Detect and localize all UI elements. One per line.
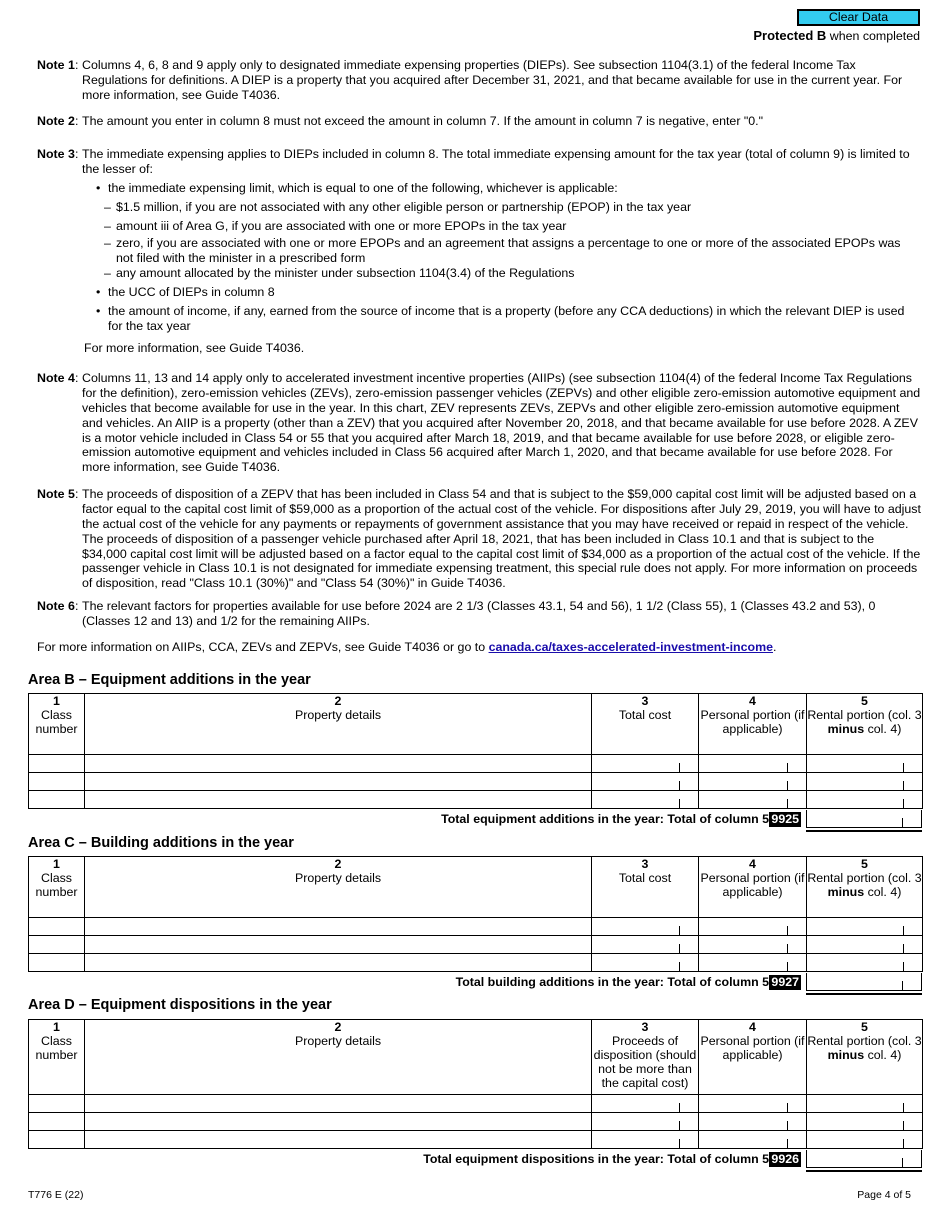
rental-portion-cell[interactable] [807, 1095, 923, 1113]
col-header-2: 2 Property details [85, 857, 592, 918]
area-c-total-field[interactable] [806, 973, 922, 991]
table-row [29, 1131, 923, 1149]
property-details-cell[interactable] [85, 1113, 592, 1131]
property-details-cell[interactable] [85, 755, 592, 773]
personal-portion-cell[interactable] [699, 918, 807, 936]
area-d-total-field[interactable] [806, 1150, 922, 1168]
col-header-4: 4 Personal portion (if applicable) [699, 694, 807, 755]
note-text: The proceeds of disposition of a ZEPV that has been included in Class 54 and that is subject to the $59,000 capital cost limit will be adjusted based on a factor equal to the capital cost limit of $59,000 as a proportion of the actual cost of the vehicle. For dispositions after July 29, 2019, you will have to adjust the actual cost of the vehicle for any payments or repayments of government assistance that you may have received or repaid in respect of the vehicle. The proceeds of disposition of a passenger vehicle purchased after April 18, 2021, that has been included in Class 10.1 and that is subject to the $34,000 capital cost limit will be adjusted based on a factor equal to the capital cost limit of $34,000 as a proportion of the actual cost of the vehicle. If the passenger vehicle in Class 10.1 is not designated for immediate expensing treatment, this special rule does not apply. For more information on proceeds of disposition, read "Class 10.1 (30%)" and "Class 54 (30%)" in Guide T4036. [82, 487, 921, 591]
bullet-text: zero, if you are associated with one or more EPOPs and an agreement that assigns a percentage to one or more of the associated EPOPs was not filed with the minister in a prescribed form [116, 236, 901, 265]
area-b-title: Area B – Equipment additions in the year [28, 672, 311, 688]
class-number-cell[interactable] [29, 791, 85, 809]
rental-portion-cell[interactable] [807, 791, 923, 809]
col-header-3: 3 Proceeds of disposition (should not be more than the capital cost) [592, 1020, 699, 1095]
col-header-2: 2 Property details [85, 694, 592, 755]
personal-portion-cell[interactable] [699, 1131, 807, 1149]
area-d-title: Area D – Equipment dispositions in the year [28, 997, 332, 1013]
rental-portion-cell[interactable] [807, 1113, 923, 1131]
area-b-table [28, 693, 923, 809]
note-label: Note 4 [37, 371, 75, 385]
total-cost-cell[interactable] [592, 936, 699, 954]
class-number-cell[interactable] [29, 1131, 85, 1149]
area-b-total-row [28, 810, 922, 830]
col-header-4: 4 Personal portion (if applicable) [699, 857, 807, 918]
property-details-cell[interactable] [85, 791, 592, 809]
class-number-cell[interactable] [29, 936, 85, 954]
line-code: 9926 [771, 1152, 799, 1166]
note3-more-info: For more information, see Guide T4036. [84, 341, 305, 355]
area-d-total-row [28, 1150, 922, 1170]
class-number-cell[interactable] [29, 1113, 85, 1131]
class-number-cell[interactable] [29, 755, 85, 773]
col-header-5: 5 Rental portion (col. 3 minus col. 4) [807, 1020, 923, 1095]
note-text: The amount you enter in column 8 must not exceed the amount in column 7. If the amount in column 7 is negative, enter "0." [82, 114, 764, 128]
more-info-line: For more information on AIIPs, CCA, ZEVs and ZEPVs, see Guide T4036 or go to canada.ca/taxes-accelerated-investment-income. [37, 640, 777, 654]
note-1: Note 1 : Columns 4, 6, 8 and 9 apply only to designated immediate expensing properties (DIEPs). See subsection 1104(3.1) of the federal Income Tax Regulations for definitions. A DIEP is a property that you acquired after December 31, 2021, and that became available for use in the current year. For more information, see Guide T4036. [37, 58, 922, 103]
note-text: Columns 4, 6, 8 and 9 apply only to designated immediate expensing properties (DIEPs). See subsection 1104(3.1) of the federal Income Tax Regulations for definitions. A DIEP is a property that you acquired after December 31, 2021, and that became available for use in the current year. For more information, see Guide T4036. [82, 58, 903, 102]
class-number-cell[interactable] [29, 1095, 85, 1113]
total-cost-cell[interactable] [592, 918, 699, 936]
rental-portion-cell[interactable] [807, 954, 923, 972]
clear-data-button[interactable]: Clear Data [797, 9, 920, 26]
col-header-2: 2 Property details [85, 1020, 592, 1095]
area-c-title: Area C – Building additions in the year [28, 835, 294, 851]
total-cost-cell[interactable] [592, 755, 699, 773]
personal-portion-cell[interactable] [699, 1113, 807, 1131]
col-header-3: 3 Total cost [592, 694, 699, 755]
property-details-cell[interactable] [85, 936, 592, 954]
total-cost-cell[interactable] [592, 954, 699, 972]
total-label: Total equipment dispositions in the year: Total of column 5 [423, 1152, 769, 1166]
rental-portion-cell[interactable] [807, 936, 923, 954]
total-cost-cell[interactable] [592, 791, 699, 809]
area-b-total-field[interactable] [806, 810, 922, 828]
bullet-text: the immediate expensing limit, which is equal to one of the following, whichever is applicable: [108, 181, 618, 195]
total-cost-cell[interactable] [592, 773, 699, 791]
property-details-cell[interactable] [85, 954, 592, 972]
protected-b-text: Protected B [753, 28, 827, 43]
rental-portion-cell[interactable] [807, 918, 923, 936]
line-code: 9927 [771, 975, 799, 989]
personal-portion-cell[interactable] [699, 1095, 807, 1113]
table-row [29, 1095, 923, 1113]
page-number: Page 4 of 5 [857, 1189, 911, 1201]
note-text: Columns 11, 13 and 14 apply only to accelerated investment incentive properties (AIIPs) (see subsection 1104(4) of the federal Income Tax Regulations for the definition), zero-emission vehicles (ZEVs), zero-emission passenger vehicles (ZEPVs) and other eligible zero-emission automotive equipment and vehicles that become available for use in the year. In this chart, ZEV represents ZEVs, ZEPVs and other eligible zero-emission automotive equipment and vehicles. An AIIP is a property (other than a ZEV) that you acquired after November 20, 2018, and that became available for use before 2028. A ZEV is a motor vehicle included in Class 54 or 55 that you acquired after March 18, 2019, and that became available for use before 2028, or eligible zero-emission automotive equipment and vehicles included in Class 56 acquired after March 1, 2020, and that became available for use before 2028. For more information, see Guide T4036. [82, 371, 921, 475]
col-header-5: 5 Rental portion (col. 3 minus col. 4) [807, 694, 923, 755]
rental-portion-cell[interactable] [807, 773, 923, 791]
property-details-cell[interactable] [85, 773, 592, 791]
personal-portion-cell[interactable] [699, 755, 807, 773]
note-2: Note 2 : The amount you enter in column 8 must not exceed the amount in column 7. If the amount in column 7 is negative, enter "0." [37, 114, 922, 129]
class-number-cell[interactable] [29, 954, 85, 972]
line-code: 9925 [771, 812, 799, 826]
form-id: T776 E (22) [28, 1189, 84, 1201]
total-label: Total equipment additions in the year: Total of column 5 [441, 812, 769, 826]
table-row [29, 773, 923, 791]
bullet-text: amount iii of Area G, if you are associated with one or more EPOPs in the tax year [116, 219, 567, 233]
area-d-table [28, 1019, 923, 1149]
col-header-1: 1 Class number [29, 857, 85, 918]
table-header-row [29, 694, 923, 755]
note-label: Note 1 [37, 58, 75, 72]
note-6: Note 6 : The relevant factors for properties available for use before 2024 are 2 1/3 (Classes 43.1, 54 and 56), 1 1/2 (Class 55), 1 (Classes 43.2 and 53), 0 (Classes 12 and 13) and 1/2 for the remaining AIIPs. [37, 599, 922, 629]
note-label: Note 2 [37, 114, 75, 128]
table-header-row [29, 1020, 923, 1095]
protected-suffix: when completed [829, 29, 920, 43]
protected-b-label [753, 28, 920, 44]
accelerated-investment-link[interactable]: canada.ca/taxes-accelerated-investment-income [488, 640, 773, 654]
bullet-text: the amount of income, if any, earned from the source of income that is a property (before any CCA deductions) in which the relevant DIEP is used for the tax year [108, 304, 905, 333]
table-row [29, 791, 923, 809]
class-number-cell[interactable] [29, 773, 85, 791]
col-header-3: 3 Total cost [592, 857, 699, 918]
col-header-5: 5 Rental portion (col. 3 minus col. 4) [807, 857, 923, 918]
note-5: Note 5 : The proceeds of disposition of a ZEPV that has been included in Class 54 and that is subject to the $59,000 capital cost limit will be adjusted based on a factor equal to the capital cost limit of $59,000 as a proportion of the actual cost of the vehicle. For dispositions after July 29, 2019, you will have to adjust the actual cost of the vehicle for any payments or repayments of government assistance that you may have received or repaid in respect of the vehicle. The proceeds of disposition of a passenger vehicle purchased after April 18, 2021, that has been included in Class 10.1 and that is subject to the $34,000 capital cost limit will be adjusted based on a factor equal to the capital cost limit of $34,000 as a proportion of the actual cost of the vehicle. If the passenger vehicle in Class 10.1 is not designated for immediate expensing treatment, this special rule does not apply. For more information on proceeds of disposition, read "Class 10.1 (30%)" and "Class 54 (30%)" in Guide T4036. [37, 487, 921, 591]
bullet-text: the UCC of DIEPs in column 8 [108, 285, 275, 299]
bullet-text: $1.5 million, if you are not associated with any other eligible person or partnership (EPOP) in the tax year [116, 200, 692, 214]
note-4: Note 4 : Columns 11, 13 and 14 apply only to accelerated investment incentive properties (AIIPs) (see subsection 1104(4) of the federal Income Tax Regulations for the definition), zero-emission vehicles (ZEVs), zero-emission passenger vehicles (ZEPVs) and other eligible zero-emission automotive equipment and vehicles that become available for use in the year. In this chart, ZEV represents ZEVs, ZEPVs and other eligible zero-emission automotive equipment and vehicles. An AIIP is a property (other than a ZEV) that you acquired after November 20, 2018, and that became available for use before 2028. A ZEV is a motor vehicle included in Class 54 or 55 that you acquired after March 18, 2019, and that became available for use before 2028, or eligible zero-emission automotive equipment and vehicles included in Class 56 acquired after March 1, 2020, and that became available for use before 2028. For more information, see Guide T4036. [37, 371, 921, 475]
rental-portion-cell[interactable] [807, 1131, 923, 1149]
proceeds-cell[interactable] [592, 1095, 699, 1113]
table-row [29, 755, 923, 773]
proceeds-cell[interactable] [592, 1131, 699, 1149]
table-row [29, 936, 923, 954]
note-3: Note 3 : The immediate expensing applies to DIEPs included in column 8. The total immediate expensing amount for the tax year (total of column 9) is limited to the lesser of: [37, 147, 922, 177]
table-row [29, 1113, 923, 1131]
table-header-row [29, 857, 923, 918]
proceeds-cell[interactable] [592, 1113, 699, 1131]
area-c-total-row [28, 973, 922, 993]
note-text: The relevant factors for properties available for use before 2024 are 2 1/3 (Classes 43.1, 54 and 56), 1 1/2 (Class 55), 1 (Classes 43.2 and 53), 0 (Classes 12 and 13) and 1/2 for the remaining AIIPs. [82, 599, 876, 628]
personal-portion-cell[interactable] [699, 954, 807, 972]
property-details-cell[interactable] [85, 1095, 592, 1113]
table-row [29, 918, 923, 936]
rental-portion-cell[interactable] [807, 755, 923, 773]
col-header-4: 4 Personal portion (if applicable) [699, 1020, 807, 1095]
personal-portion-cell[interactable] [699, 791, 807, 809]
col-header-1: 1 Class number [29, 694, 85, 755]
note-label: Note 3 [37, 147, 75, 161]
table-row [29, 954, 923, 972]
total-label: Total building additions in the year: Total of column 5 [455, 975, 769, 989]
note-text: The immediate expensing applies to DIEPs included in column 8. The total immediate expensing amount for the tax year (total of column 9) is limited to the lesser of: [82, 147, 910, 176]
area-c-table [28, 856, 923, 972]
personal-portion-cell[interactable] [699, 936, 807, 954]
col-header-1: 1 Class number [29, 1020, 85, 1095]
personal-portion-cell[interactable] [699, 773, 807, 791]
class-number-cell[interactable] [29, 918, 85, 936]
bullet-text: any amount allocated by the minister under subsection 1104(3.4) of the Regulations [116, 266, 575, 280]
note-label: Note 6 [37, 599, 75, 613]
more-info-text: For more information on AIIPs, CCA, ZEVs and ZEPVs, see Guide T4036 or go to [37, 640, 486, 654]
property-details-cell[interactable] [85, 918, 592, 936]
note-label: Note 5 [37, 487, 75, 501]
property-details-cell[interactable] [85, 1131, 592, 1149]
